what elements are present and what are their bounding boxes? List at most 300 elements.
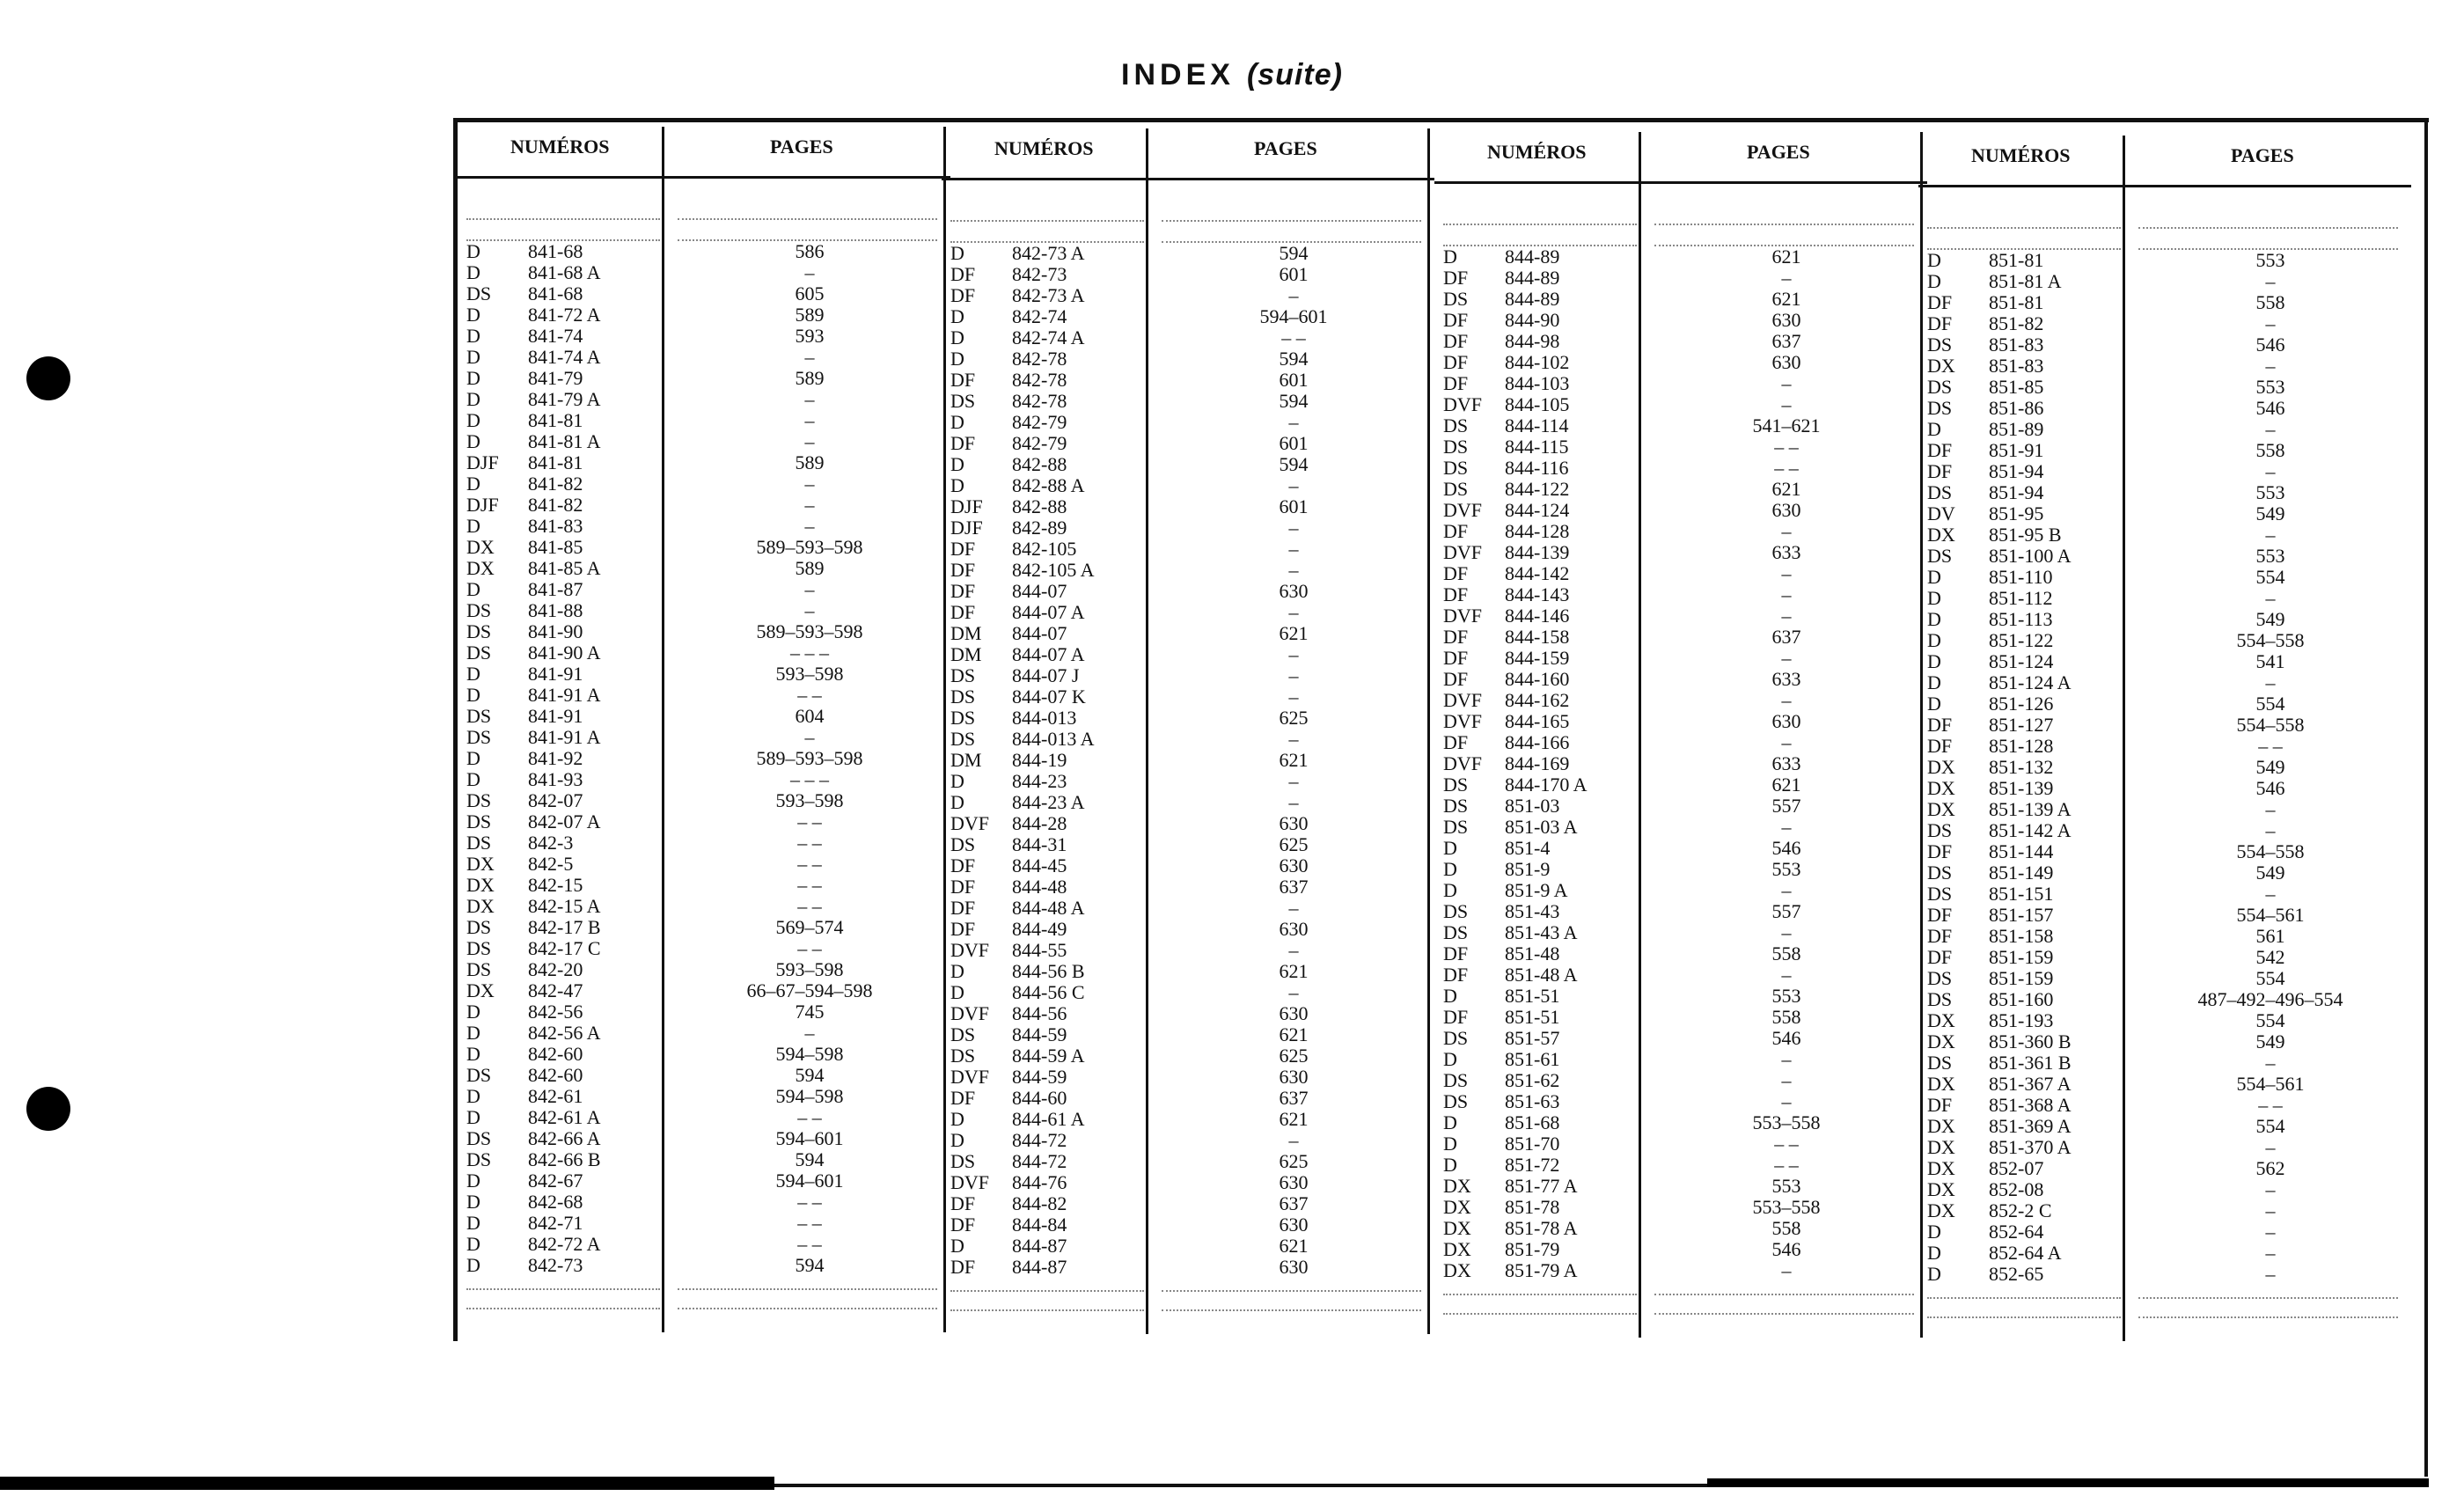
entry-pages: 546 bbox=[1771, 837, 1801, 859]
index-row bbox=[458, 1128, 950, 1149]
header-pages: PAGES bbox=[770, 136, 833, 158]
entry-prefix: D bbox=[1927, 693, 1941, 715]
entry-prefix: DF bbox=[1927, 735, 1953, 757]
entry-pages: 633 bbox=[1771, 668, 1801, 690]
entry-pages: – bbox=[2265, 1052, 2276, 1074]
index-row bbox=[1918, 609, 2411, 630]
entry-prefix: DF bbox=[950, 263, 976, 285]
index-row bbox=[1918, 630, 2411, 651]
entry-pages: 553 bbox=[2255, 376, 2285, 398]
entry-number: 851-128 bbox=[1989, 735, 2054, 757]
index-row bbox=[942, 348, 1434, 370]
entry-pages: – bbox=[1781, 647, 1792, 669]
entry-prefix: DS bbox=[466, 789, 492, 811]
index-row bbox=[458, 1044, 950, 1065]
index-row bbox=[1918, 419, 2411, 440]
entry-pages: 621 bbox=[1279, 1108, 1309, 1130]
entry-pages: – bbox=[2265, 798, 2276, 820]
entry-pages: 594 bbox=[1279, 390, 1309, 412]
entry-pages: 554–558 bbox=[2236, 629, 2305, 651]
entry-prefix: D bbox=[466, 240, 480, 262]
entry-prefix: D bbox=[1927, 418, 1941, 440]
index-row bbox=[942, 940, 1434, 961]
entry-number: 842-88 bbox=[1012, 495, 1067, 517]
entry-number: 844-07 K bbox=[1012, 686, 1086, 708]
entry-pages: 589–593–598 bbox=[756, 620, 863, 642]
entry-pages: 553 bbox=[2255, 545, 2285, 567]
entry-prefix: DS bbox=[1927, 862, 1953, 884]
entry-pages: 593–598 bbox=[775, 789, 844, 811]
entry-pages: 621 bbox=[1279, 1235, 1309, 1257]
column-separator bbox=[1639, 132, 1641, 1338]
header-pages: PAGES bbox=[1254, 137, 1317, 159]
entry-prefix: DVF bbox=[1443, 499, 1483, 521]
entry-prefix: DS bbox=[1443, 795, 1469, 817]
index-row bbox=[1434, 1239, 1927, 1260]
entry-prefix: DF bbox=[950, 1192, 976, 1214]
entry-prefix: D bbox=[1443, 837, 1457, 859]
index-row bbox=[1434, 774, 1927, 796]
entry-prefix: D bbox=[1927, 1221, 1941, 1243]
column-separator bbox=[1146, 128, 1148, 1334]
index-row bbox=[942, 898, 1434, 919]
entry-pages: – bbox=[2265, 1136, 2276, 1158]
entry-number: 844-103 bbox=[1505, 372, 1570, 394]
index-row bbox=[458, 326, 950, 347]
entry-number: 844-59 bbox=[1012, 1023, 1067, 1045]
entry-number: 841-88 bbox=[528, 599, 583, 621]
index-rows bbox=[1434, 246, 1927, 1281]
entry-pages: 601 bbox=[1279, 432, 1309, 454]
entry-pages: 553–558 bbox=[1752, 1111, 1821, 1133]
entry-pages: 589 bbox=[795, 557, 825, 579]
entry-prefix: DS bbox=[1443, 774, 1469, 796]
entry-pages: 594 bbox=[795, 1064, 825, 1086]
entry-number: 841-85 bbox=[528, 536, 583, 558]
entry-pages: – bbox=[2265, 819, 2276, 841]
index-row bbox=[1918, 440, 2411, 461]
index-row bbox=[458, 347, 950, 368]
entry-pages: – bbox=[2265, 1178, 2276, 1200]
entry-number: 851-159 bbox=[1989, 967, 2054, 989]
index-row bbox=[1918, 546, 2411, 567]
index-row bbox=[942, 750, 1434, 771]
entry-pages: – – bbox=[797, 684, 822, 706]
entry-pages: 558 bbox=[1771, 942, 1801, 964]
index-row bbox=[942, 370, 1434, 391]
entry-prefix: DS bbox=[950, 1023, 976, 1045]
entry-prefix: DS bbox=[1927, 1052, 1953, 1074]
entry-pages: 546 bbox=[1771, 1027, 1801, 1049]
entry-number: 851-85 bbox=[1989, 376, 2044, 398]
entry-pages: 594–601 bbox=[775, 1170, 844, 1192]
entry-pages: – – bbox=[1281, 326, 1306, 348]
entry-number: 851-43 bbox=[1505, 900, 1560, 922]
entry-number: 851-63 bbox=[1505, 1090, 1560, 1112]
entry-number: 851-122 bbox=[1989, 629, 2054, 651]
entry-prefix: D bbox=[950, 1235, 964, 1257]
entry-pages: 541–621 bbox=[1752, 414, 1821, 436]
index-row bbox=[458, 769, 950, 790]
entry-prefix: DS bbox=[466, 620, 492, 642]
entry-pages: 630 bbox=[1771, 351, 1801, 373]
index-row bbox=[1918, 356, 2411, 377]
dotted-guide bbox=[1162, 1290, 1421, 1292]
entry-number: 842-73 A bbox=[1012, 284, 1085, 306]
entry-prefix: D bbox=[950, 1129, 964, 1151]
dotted-guide bbox=[466, 1308, 660, 1309]
entry-number: 851-95 B bbox=[1989, 524, 2062, 546]
entry-pages: 562 bbox=[2255, 1157, 2285, 1179]
entry-number: 844-013 A bbox=[1012, 728, 1095, 750]
entry-prefix: DS bbox=[1443, 478, 1469, 500]
entry-prefix: D bbox=[466, 1191, 480, 1213]
entry-prefix: DS bbox=[466, 1148, 492, 1170]
entry-pages: 630 bbox=[1279, 1256, 1309, 1278]
entry-pages: 594 bbox=[1279, 348, 1309, 370]
entry-prefix: DS bbox=[1927, 988, 1953, 1010]
entry-pages: – bbox=[1288, 643, 1299, 665]
entry-number: 841-82 bbox=[528, 494, 583, 516]
entry-prefix: DS bbox=[1443, 457, 1469, 479]
entry-number: 841-91 bbox=[528, 663, 583, 685]
entry-number: 844-72 bbox=[1012, 1129, 1067, 1151]
index-row bbox=[458, 1065, 950, 1086]
entry-pages: – – bbox=[797, 1191, 822, 1213]
index-row bbox=[458, 262, 950, 283]
index-row bbox=[942, 454, 1434, 475]
entry-prefix: D bbox=[950, 791, 964, 813]
entry-number: 841-87 bbox=[528, 578, 583, 600]
entry-pages: – bbox=[1288, 981, 1299, 1003]
entry-prefix: DS bbox=[950, 1150, 976, 1172]
index-row bbox=[942, 1024, 1434, 1045]
dotted-guide bbox=[1654, 1294, 1914, 1295]
entry-number: 851-151 bbox=[1989, 883, 2054, 905]
entry-prefix: DF bbox=[1927, 714, 1953, 736]
entry-prefix: DS bbox=[950, 664, 976, 686]
entry-number: 842-73 bbox=[528, 1254, 583, 1276]
entry-number: 842-88 bbox=[1012, 453, 1067, 475]
entry-number: 844-115 bbox=[1505, 436, 1569, 458]
entry-number: 852-08 bbox=[1989, 1178, 2044, 1200]
index-row bbox=[1434, 1176, 1927, 1197]
entry-prefix: DF bbox=[950, 369, 976, 391]
entry-number: 841-68 bbox=[528, 240, 583, 262]
index-row bbox=[458, 600, 950, 621]
index-row bbox=[458, 495, 950, 516]
entry-number: 841-74 A bbox=[528, 346, 601, 368]
entry-number: 841-90 bbox=[528, 620, 583, 642]
entry-number: 844-76 bbox=[1012, 1171, 1067, 1193]
entry-number: 844-159 bbox=[1505, 647, 1570, 669]
header-numeros: NUMÉROS bbox=[1971, 144, 2071, 166]
entry-prefix: D bbox=[950, 305, 964, 327]
index-row bbox=[942, 1088, 1434, 1109]
entry-pages: 487–492–496–554 bbox=[2197, 988, 2343, 1010]
index-row bbox=[1434, 817, 1927, 838]
entry-pages: – bbox=[1781, 267, 1792, 289]
index-row bbox=[458, 621, 950, 642]
entry-number: 851-79 A bbox=[1505, 1259, 1578, 1281]
index-row bbox=[942, 771, 1434, 792]
entry-number: 844-56 bbox=[1012, 1002, 1067, 1024]
index-column-4 bbox=[1918, 132, 2411, 1285]
entry-pages: – bbox=[1781, 1090, 1792, 1112]
entry-number: 842-89 bbox=[1012, 517, 1067, 539]
entry-number: 841-82 bbox=[528, 473, 583, 495]
index-row bbox=[458, 917, 950, 938]
entry-prefix: D bbox=[466, 1001, 480, 1023]
entry-number: 851-78 bbox=[1505, 1196, 1560, 1218]
entry-pages: 586 bbox=[795, 240, 825, 262]
column-header bbox=[1434, 128, 1927, 184]
index-row bbox=[942, 539, 1434, 560]
entry-pages: 625 bbox=[1279, 707, 1309, 729]
entry-number: 851-94 bbox=[1989, 460, 2044, 482]
entry-pages: – bbox=[1288, 411, 1299, 433]
index-row bbox=[942, 708, 1434, 729]
entry-number: 851-110 bbox=[1989, 566, 2053, 588]
index-row bbox=[1434, 521, 1927, 542]
entry-pages: – bbox=[2265, 671, 2276, 693]
entry-number: 844-124 bbox=[1505, 499, 1570, 521]
punch-hole-bottom bbox=[26, 1087, 70, 1131]
dotted-guide bbox=[678, 218, 937, 220]
entry-number: 851-89 bbox=[1989, 418, 2044, 440]
entry-prefix: DF bbox=[1927, 840, 1953, 862]
entry-pages: – bbox=[1781, 964, 1792, 986]
entry-pages: 554 bbox=[2255, 566, 2285, 588]
entry-pages: 569–574 bbox=[775, 916, 844, 938]
entry-prefix: DM bbox=[950, 622, 982, 644]
entry-prefix: DX bbox=[466, 557, 495, 579]
index-row bbox=[1434, 859, 1927, 880]
entry-number: 844-114 bbox=[1505, 414, 1569, 436]
entry-prefix: DF bbox=[1443, 942, 1469, 964]
entry-prefix: D bbox=[1927, 1242, 1941, 1264]
index-row bbox=[458, 1213, 950, 1234]
index-row bbox=[1434, 1218, 1927, 1239]
dotted-guide bbox=[1443, 1313, 1637, 1315]
entry-prefix: DF bbox=[1927, 946, 1953, 968]
entry-prefix: D bbox=[466, 684, 480, 706]
entry-prefix: DS bbox=[466, 726, 492, 748]
entry-prefix: D bbox=[466, 663, 480, 685]
index-row bbox=[1918, 1221, 2411, 1243]
entry-number: 851-112 bbox=[1989, 587, 2053, 609]
entry-pages: 625 bbox=[1279, 1150, 1309, 1172]
entry-number: 842-56 A bbox=[528, 1022, 601, 1044]
entry-pages: – bbox=[804, 430, 815, 452]
index-row bbox=[1434, 1070, 1927, 1091]
entry-number: 851-62 bbox=[1505, 1069, 1560, 1091]
entry-prefix: DJF bbox=[466, 494, 499, 516]
dotted-guide bbox=[1162, 1309, 1421, 1311]
index-row bbox=[1918, 377, 2411, 398]
dotted-guide bbox=[466, 218, 660, 220]
entry-pages: 621 bbox=[1771, 478, 1801, 500]
index-row bbox=[1434, 753, 1927, 774]
entry-prefix: DF bbox=[950, 601, 976, 623]
index-row bbox=[942, 475, 1434, 496]
index-row bbox=[942, 1130, 1434, 1151]
entry-pages: – bbox=[1781, 583, 1792, 605]
entry-prefix: DS bbox=[950, 833, 976, 855]
index-row bbox=[942, 496, 1434, 517]
entry-pages: 630 bbox=[1279, 854, 1309, 876]
entry-prefix: D bbox=[1927, 629, 1941, 651]
entry-pages: 601 bbox=[1279, 369, 1309, 391]
index-row bbox=[1434, 1155, 1927, 1176]
entry-prefix: D bbox=[1443, 1048, 1457, 1070]
entry-number: 841-68 bbox=[528, 282, 583, 304]
entry-prefix: DF bbox=[1443, 351, 1469, 373]
entry-pages: 561 bbox=[2255, 925, 2285, 947]
entry-pages: – bbox=[1781, 1048, 1792, 1070]
index-row bbox=[942, 792, 1434, 813]
entry-number: 844-169 bbox=[1505, 752, 1570, 774]
entry-prefix: DX bbox=[466, 874, 495, 896]
entry-number: 844-60 bbox=[1012, 1087, 1067, 1109]
entry-number: 842-61 bbox=[528, 1085, 583, 1107]
index-row bbox=[458, 558, 950, 579]
entry-pages: 589 bbox=[795, 304, 825, 326]
entry-prefix: D bbox=[466, 473, 480, 495]
index-row bbox=[942, 665, 1434, 686]
entry-pages: 637 bbox=[1771, 330, 1801, 352]
index-row bbox=[1918, 292, 2411, 313]
entry-number: 841-83 bbox=[528, 515, 583, 537]
entry-prefix: DX bbox=[1927, 524, 1955, 546]
entry-pages: – – bbox=[797, 832, 822, 854]
entry-number: 842-105 A bbox=[1012, 559, 1095, 581]
index-row bbox=[1918, 1179, 2411, 1200]
index-row bbox=[942, 306, 1434, 327]
index-row bbox=[458, 1086, 950, 1107]
entry-number: 841-85 A bbox=[528, 557, 601, 579]
entry-number: 844-89 bbox=[1505, 288, 1560, 310]
entry-prefix: DX bbox=[1927, 1199, 1955, 1221]
index-row bbox=[1918, 736, 2411, 757]
entry-prefix: DVF bbox=[1443, 689, 1483, 711]
index-row bbox=[942, 1067, 1434, 1088]
entry-prefix: D bbox=[466, 1254, 480, 1276]
entry-pages: 554 bbox=[2255, 967, 2285, 989]
index-row bbox=[458, 980, 950, 1001]
entry-number: 844-23 bbox=[1012, 770, 1067, 792]
entry-number: 842-68 bbox=[528, 1191, 583, 1213]
entry-pages: – bbox=[1288, 559, 1299, 581]
entry-number: 851-51 bbox=[1505, 985, 1560, 1007]
entry-pages: 589–593–598 bbox=[756, 536, 863, 558]
entry-pages: 553 bbox=[2255, 481, 2285, 503]
index-row bbox=[1434, 500, 1927, 521]
entry-number: 844-105 bbox=[1505, 393, 1570, 415]
entry-number: 844-31 bbox=[1012, 833, 1067, 855]
entry-number: 852-64 A bbox=[1989, 1242, 2062, 1264]
index-row bbox=[1918, 672, 2411, 693]
entry-pages: 589–593–598 bbox=[756, 747, 863, 769]
entry-number: 844-116 bbox=[1505, 457, 1569, 479]
entry-pages: 621 bbox=[1279, 622, 1309, 644]
index-row bbox=[458, 368, 950, 389]
entry-prefix: DX bbox=[466, 895, 495, 917]
index-row bbox=[1434, 289, 1927, 310]
entry-number: 842-47 bbox=[528, 979, 583, 1001]
entry-prefix: DX bbox=[466, 979, 495, 1001]
entry-pages: – – bbox=[2258, 1094, 2283, 1116]
index-row bbox=[458, 1234, 950, 1255]
entry-prefix: DF bbox=[1443, 1006, 1469, 1028]
entry-pages: 554 bbox=[2255, 693, 2285, 715]
entry-prefix: D bbox=[1927, 587, 1941, 609]
entry-number: 851-100 A bbox=[1989, 545, 2072, 567]
entry-pages: 549 bbox=[2255, 862, 2285, 884]
entry-prefix: D bbox=[466, 388, 480, 410]
entry-number: 851-149 bbox=[1989, 862, 2054, 884]
index-row bbox=[1434, 436, 1927, 458]
index-row bbox=[458, 811, 950, 832]
entry-number: 844-102 bbox=[1505, 351, 1570, 373]
entry-number: 844-122 bbox=[1505, 478, 1570, 500]
index-row bbox=[458, 832, 950, 854]
index-row bbox=[1434, 246, 1927, 268]
entry-number: 844-166 bbox=[1505, 731, 1570, 753]
entry-prefix: DF bbox=[1927, 904, 1953, 926]
entry-prefix: DX bbox=[1927, 1073, 1955, 1095]
index-row bbox=[1434, 986, 1927, 1007]
entry-pages: 621 bbox=[1279, 1023, 1309, 1045]
index-row bbox=[1918, 271, 2411, 292]
index-row bbox=[458, 748, 950, 769]
entry-prefix: DS bbox=[1443, 288, 1469, 310]
entry-number: 851-160 bbox=[1989, 988, 2054, 1010]
dotted-guide bbox=[2138, 1297, 2398, 1299]
index-row bbox=[458, 706, 950, 727]
index-row bbox=[1434, 648, 1927, 669]
entry-pages: 633 bbox=[1771, 541, 1801, 563]
entry-pages: – – bbox=[797, 1106, 822, 1128]
index-row bbox=[942, 919, 1434, 940]
index-row bbox=[458, 1149, 950, 1170]
header-pages: PAGES bbox=[2231, 144, 2294, 166]
entry-pages: 621 bbox=[1279, 960, 1309, 982]
dotted-guide bbox=[1927, 227, 2121, 229]
entry-prefix: D bbox=[466, 1233, 480, 1255]
index-row bbox=[1918, 778, 2411, 799]
index-row bbox=[1434, 542, 1927, 563]
entry-number: 851-91 bbox=[1989, 439, 2044, 461]
entry-pages: 553 bbox=[2255, 249, 2285, 271]
index-row bbox=[942, 729, 1434, 750]
entry-prefix: D bbox=[466, 1212, 480, 1234]
entry-pages: – bbox=[2265, 312, 2276, 334]
entry-number: 851-43 A bbox=[1505, 921, 1578, 943]
entry-number: 842-17 C bbox=[528, 937, 601, 959]
page-title bbox=[0, 58, 2464, 92]
entry-number: 851-94 bbox=[1989, 481, 2044, 503]
entry-prefix: DS bbox=[950, 686, 976, 708]
index-row bbox=[458, 642, 950, 664]
index-row bbox=[1918, 1243, 2411, 1264]
header-numeros: NUMÉROS bbox=[994, 137, 1094, 159]
index-row bbox=[942, 855, 1434, 876]
entry-prefix: DF bbox=[1443, 647, 1469, 669]
entry-pages: 630 bbox=[1279, 580, 1309, 602]
entry-pages: 541 bbox=[2255, 650, 2285, 672]
entry-prefix: DS bbox=[950, 390, 976, 412]
